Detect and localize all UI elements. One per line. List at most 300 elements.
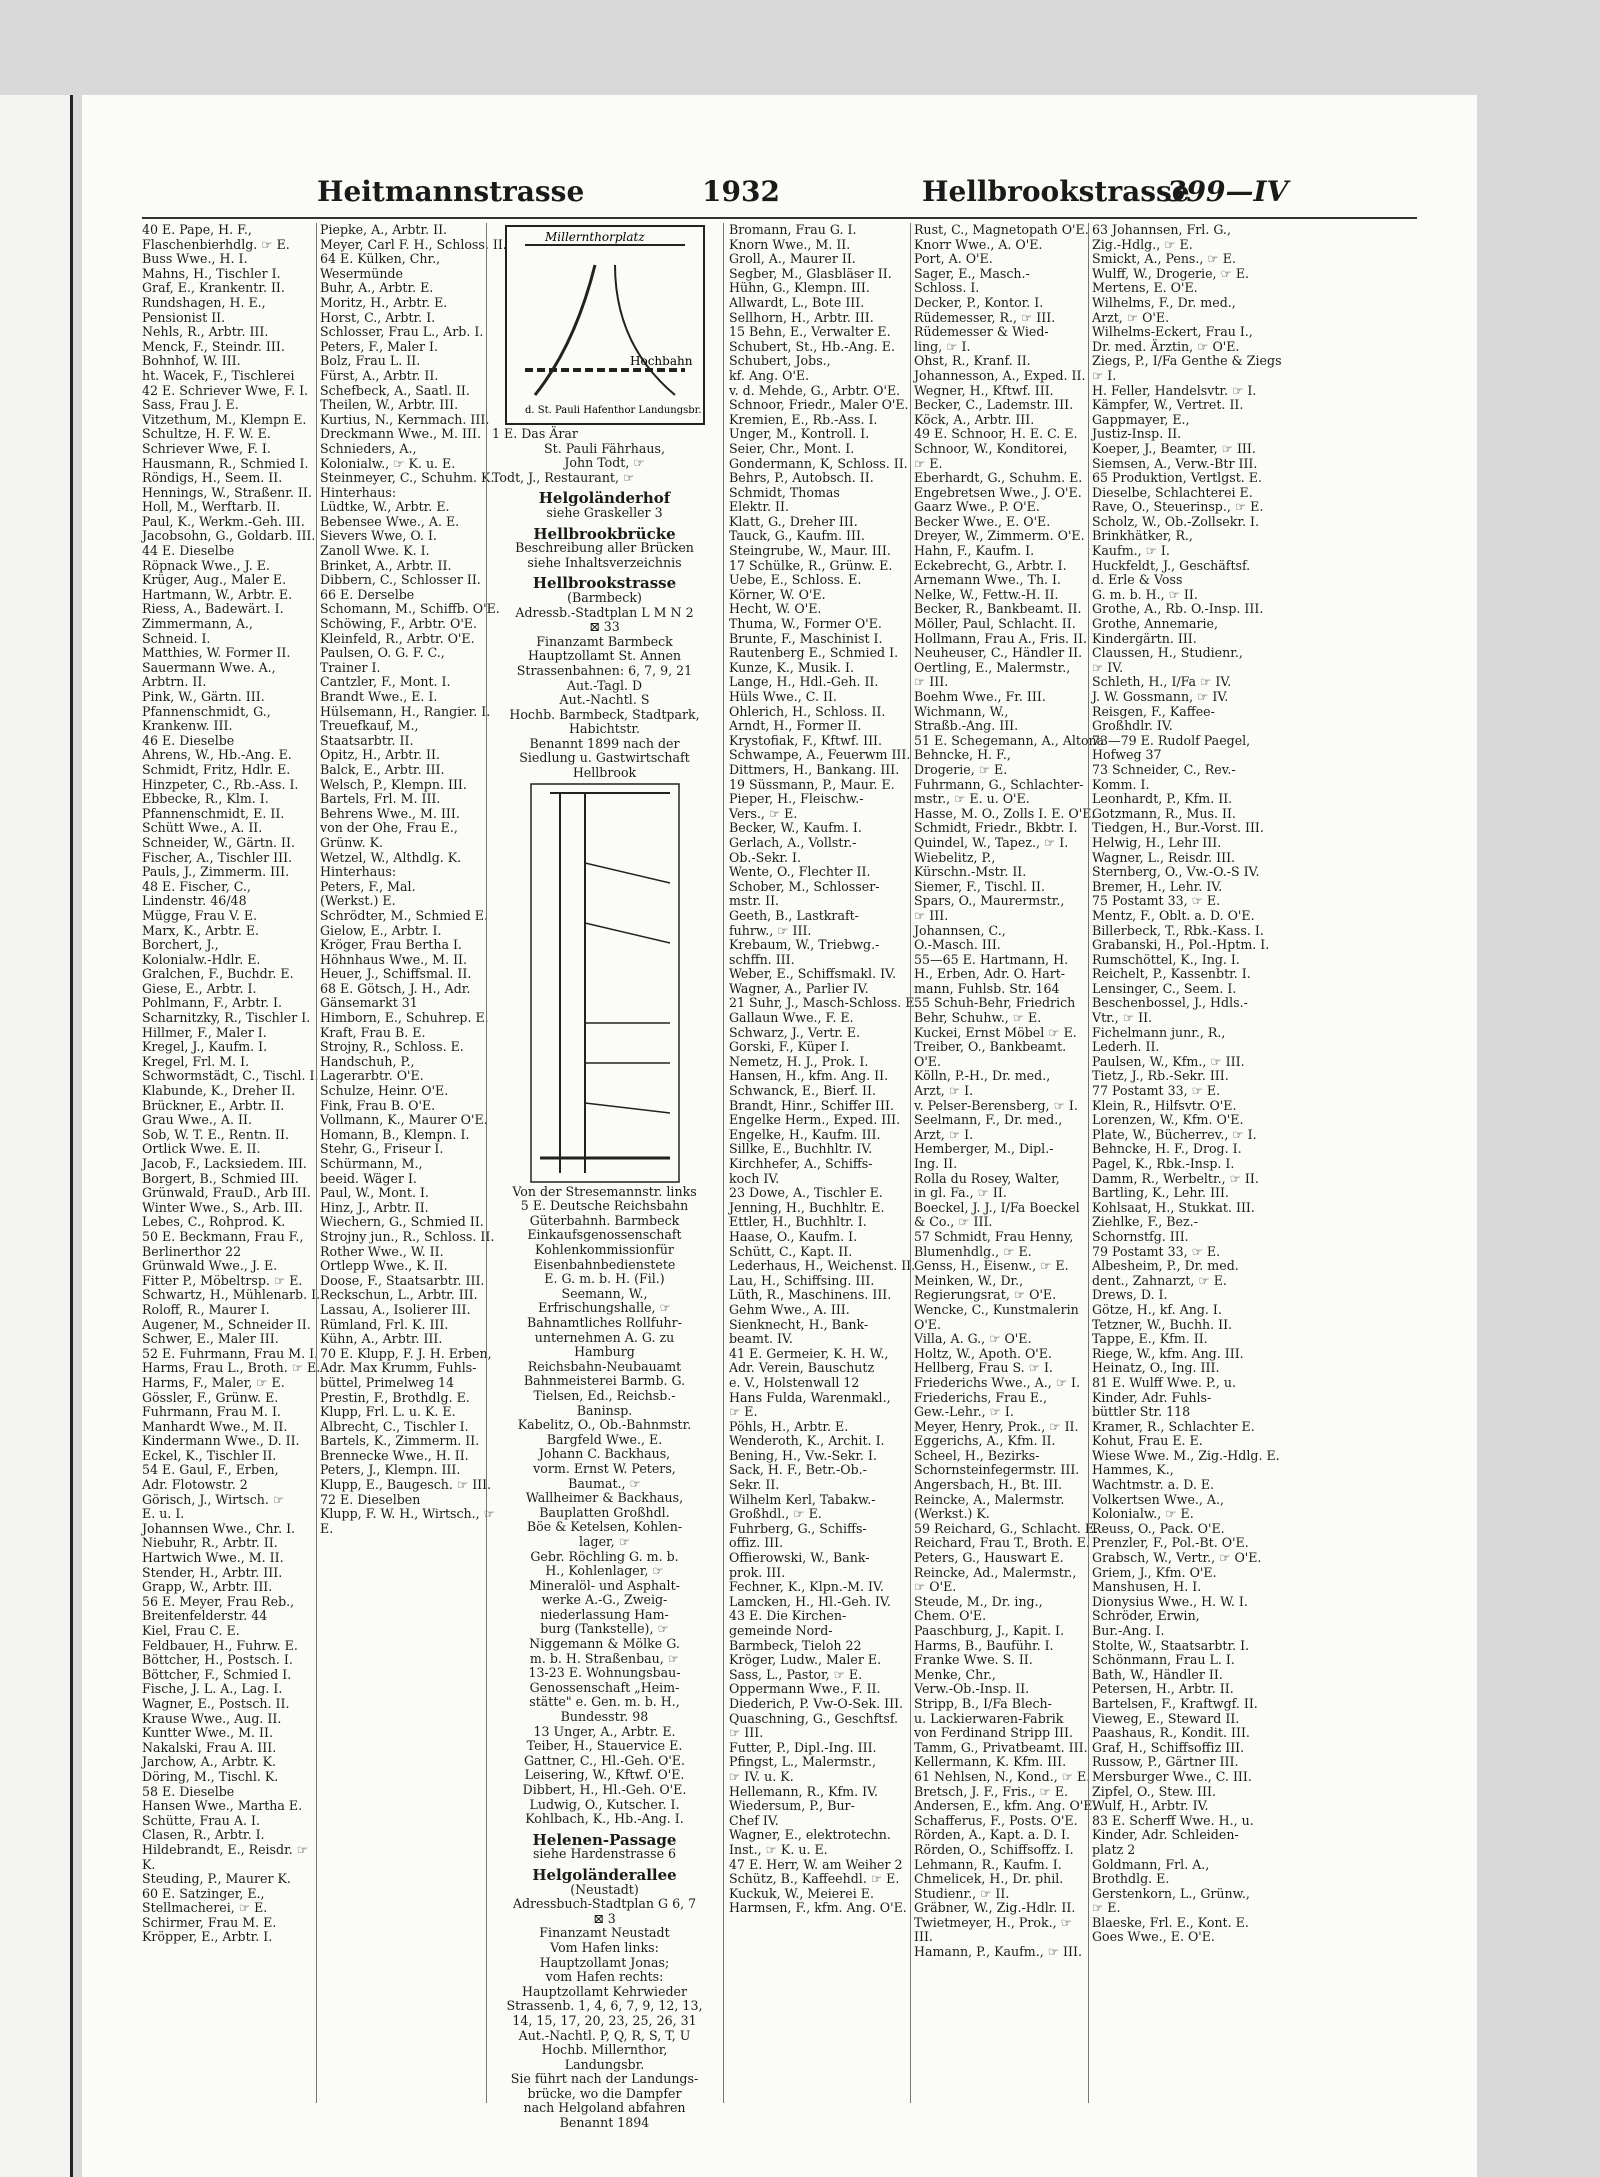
directory-entry: Kunze, K., Musik. I. [729, 659, 854, 675]
directory-entry: Sievers Wwe, O. I. [320, 528, 437, 544]
directory-entry: Breitenfelderstr. 44 [142, 1608, 268, 1624]
directory-entry: Pfannenschmidt, E. II. [142, 805, 285, 821]
directory-entry: 41 E. Germeier, K. H. W., [729, 1345, 889, 1361]
directory-entry: Damm, R., Werbeltr., ☞ II. [1092, 1170, 1259, 1186]
directory-entry: mstr. II. [729, 893, 780, 909]
entry: Niggemann & Mölke G. [529, 1636, 680, 1652]
directory-entry: Reichard, Frau T., Broth. E. [914, 1535, 1090, 1551]
directory-entry: Friederichs Wwe., A., ☞ I. [914, 1374, 1080, 1390]
directory-entry: Buhr, A., Arbtr. E. [320, 280, 434, 296]
directory-entry: Beschenbossel, J., Hdls.- [1092, 995, 1248, 1011]
directory-entry: Rolla du Rosey, Walter, [914, 1170, 1060, 1186]
directory-entry: Adr. Verein, Bauschutz [729, 1360, 875, 1376]
directory-entry: 47 E. Herr, W. am Weiher 2 [729, 1856, 903, 1872]
directory-entry: Bartelsen, F., Kraftwgf. II. [1092, 1695, 1258, 1711]
header-year: 1932 [702, 175, 780, 208]
directory-entry: Kolonialw., ☞ K. u. E. [320, 455, 456, 471]
directory-entry: Wente, O., Flechter II. [729, 864, 871, 880]
directory-entry: Leonhardt, P., Kfm. II. [1092, 791, 1233, 807]
directory-entry: Schrödter, M., Schmied E. [320, 907, 488, 923]
directory-entry: Rautenberg E., Schmied I. [729, 645, 899, 661]
directory-entry: ling, ☞ I. [914, 338, 971, 354]
directory-entry: Paul, K., Werkm.-Geh. III. [142, 513, 305, 529]
directory-entry: Rave, O., Steuerinsp., ☞ E. [1092, 499, 1264, 515]
directory-entry: Kröger, Frau Bertha I. [320, 937, 462, 953]
directory-entry: Pagel, K., Rbk.-Insp. I. [1092, 1156, 1235, 1171]
directory-entry: Menke, Chr., [914, 1666, 996, 1682]
directory-entry: Hennings, W., Straßenr. II. [142, 484, 312, 500]
directory-entry: Menck, F., Steindr. III. [142, 338, 285, 354]
directory-entry: Matthies, W. Former II. [142, 645, 291, 661]
directory-entry: Johannsen, C., [914, 922, 1006, 938]
directory-entry: von der Ohe, Frau E., [320, 820, 458, 836]
directory-entry: Winter Wwe., S., Arb. III. [142, 1199, 303, 1215]
directory-entry: Bremer, H., Lehr. IV. [1092, 878, 1223, 894]
directory-entry: Pieper, H., Fleischw.- [729, 791, 864, 807]
directory-entry: Vitzethum, M., Klempn E. [142, 411, 307, 427]
directory-entry: Mentz, F., Oblt. a. D. O'E. [1092, 907, 1255, 923]
directory-entry: Behrs, P., Autobsch. II. [729, 470, 874, 486]
directory-entry: Schöwing, F., Arbtr. O'E. [320, 616, 478, 632]
directory-entry: Kuckei, Ernst Möbel ☞ E. [914, 1024, 1077, 1040]
column-6 [1092, 222, 1282, 2103]
directory-entry: 55—65 E. Hartmann, H. [914, 951, 1069, 967]
directory-entry: Goldmann, Frl. A., [1092, 1856, 1210, 1872]
column-3-street-index [492, 223, 717, 2131]
directory-entry: Becker, W., Kaufm. I. [729, 820, 862, 836]
entry: 1 E. Das Ärar [492, 426, 578, 441]
directory-entry: Klein, R., Hilfsvtr. O'E. [1092, 1097, 1237, 1113]
directory-entry: Lehmann, R., Kaufm. I. [914, 1856, 1062, 1872]
directory-entry: Schefbeck, A., Saatl. II. [320, 382, 470, 398]
directory-entry: 21 Suhr, J., Masch-Schloss. E. [729, 995, 919, 1011]
entry: Ludwig, O., Kutscher. I. [529, 1796, 680, 1812]
directory-entry: Stripp, B., I/Fa Blech- [914, 1695, 1052, 1711]
directory-entry: Schmidt, Thomas [729, 484, 840, 500]
directory-entry: ☞ III. [729, 1725, 764, 1741]
directory-entry: Hüls Wwe., C. II. [729, 689, 837, 704]
directory-entry: Fitter P., Möbeltrsp. ☞ E. [142, 1272, 303, 1288]
directory-entry: Kohut, Frau E. E. [1092, 1433, 1203, 1449]
directory-entry: Clasen, R., Arbtr. I. [142, 1827, 265, 1843]
directory-entry: Doose, F., Staatsarbtr. III. [320, 1272, 485, 1288]
column-2 [320, 222, 507, 2103]
directory-entry: Bartling, K., Lehr. III. [1092, 1185, 1229, 1201]
directory-entry: Nehls, R., Arbtr. III. [142, 324, 269, 340]
directory-entry: Kiel, Frau C. E. [142, 1623, 240, 1638]
directory-entry: Wilhelm Kerl, Tabakw.- [729, 1491, 876, 1507]
directory-entry: Albesheim, P., Dr. med. [1092, 1258, 1239, 1274]
entry: Güterbahnh. Barmbeck [529, 1212, 680, 1228]
directory-entry: Schneid. I. [142, 630, 211, 646]
column-divider [316, 223, 317, 2103]
directory-entry: Sellhorn, H., Arbtr. III. [729, 309, 874, 325]
directory-entry: v. d. Mehde, G., Arbtr. O'E. [729, 382, 901, 398]
directory-entry: Paul, W., Mont. I. [320, 1185, 429, 1201]
directory-entry: 58 E. Dieselbe [142, 1783, 235, 1799]
directory-entry: Schirmer, Frau M. E. [142, 1914, 277, 1930]
directory-entry: Vers., ☞ E. [729, 805, 798, 821]
directory-entry: Krebaum, W., Triebwg.- [729, 937, 880, 953]
entry: E. G. m. b. H. (Fil.) [544, 1271, 665, 1287]
directory-entry: Eckel, K., Tischler II. [142, 1447, 277, 1463]
directory-entry: Steuding, P., Maurer K. [142, 1871, 291, 1887]
directory-entry: Lamcken, H., Hl.-Geh. IV. [729, 1593, 891, 1609]
directory-entry: Peters, J., Klempn. III. [320, 1462, 461, 1478]
directory-entry: Brunte, F., Maschinist I. [729, 630, 883, 646]
directory-entry: Graf, H., Schiffsoffiz III. [1092, 1739, 1245, 1755]
directory-entry: Eberhardt, G., Schuhm. E. [914, 470, 1083, 486]
directory-entry: Sass, L., Pastor, ☞ E. [729, 1666, 863, 1682]
map-label: Hochbahn [629, 354, 692, 368]
directory-entry: Diederich, P. Vw-O-Sek. III. [729, 1695, 904, 1711]
directory-entry: Ziehlke, F., Bez.- [1092, 1214, 1198, 1230]
directory-entry: Fuhrmann, Frau M. I. [142, 1404, 281, 1420]
directory-entry: Krause Wwe., Aug. II. [142, 1710, 282, 1726]
directory-entry: Hammes, K., [1092, 1462, 1174, 1478]
directory-page [82, 95, 1477, 2177]
directory-entry: ☞ III. [914, 907, 949, 923]
directory-entry: Steude, M., Dr. ing., [914, 1593, 1043, 1609]
directory-entry: Kramer, R., Schlachter E. [1092, 1418, 1255, 1434]
directory-entry: Graf, E., Krankentr. II. [142, 280, 285, 296]
directory-entry: 70 E. Klupp, F. J. H. Erben, [320, 1345, 492, 1361]
directory-entry: 59 Reichard, G., Schlacht. E. [914, 1520, 1099, 1536]
directory-entry: Boeckel, J. J., I/Fa Boeckel [914, 1199, 1080, 1215]
directory-entry: Seier, Chr., Mont. I. [729, 440, 855, 456]
directory-entry: Drogerie, ☞ E. [914, 761, 1008, 777]
directory-entry: Klabunde, K., Dreher II. [142, 1083, 296, 1099]
directory-entry: ☞ E. [1092, 1900, 1121, 1916]
directory-entry: Schnoor, W., Konditorei, [914, 440, 1068, 456]
directory-entry: Johannesson, A., Exped. II. [914, 367, 1086, 383]
directory-entry: Piepke, A., Arbtr. II. [320, 222, 448, 237]
entry: nach Helgoland abfahren [523, 2100, 686, 2116]
entry: werke A.-G., Zweig- [541, 1592, 668, 1608]
directory-entry: Decker, P., Kontor. I. [914, 294, 1044, 310]
directory-entry: 50 E. Beckmann, Frau F., [142, 1228, 304, 1244]
directory-entry: Schütt Wwe., A. II. [142, 820, 263, 836]
directory-entry: Goes Wwe., E. O'E. [1092, 1929, 1215, 1945]
directory-entry: Hollmann, Frau A., Fris. II. [914, 630, 1087, 646]
directory-entry: Treuefkauf, M., [320, 718, 419, 734]
directory-entry: Zimmermann, A., [142, 616, 253, 632]
directory-entry: ☞ IV. u. K. [729, 1768, 794, 1784]
entry: Bundesstr. 98 [560, 1709, 649, 1725]
directory-entry: Kühn, A., Arbtr. III. [320, 1331, 443, 1347]
directory-entry: Hahn, F., Kaufm. I. [914, 543, 1035, 559]
directory-entry: Dr. med. Ärztin, ☞ O'E. [1092, 338, 1240, 354]
directory-entry: Kindergärtn. III. [1092, 630, 1197, 646]
directory-entry: Gew.-Lehr., ☞ I. [914, 1404, 1014, 1420]
directory-entry: Schafferus, F., Posts. O'E. [914, 1812, 1078, 1828]
directory-entry: Schleth, H., I/Fa ☞ IV. [1092, 674, 1232, 690]
directory-entry: Sager, E., Masch.- [914, 265, 1030, 281]
directory-entry: Engelke Herm., Exped. III. [729, 1112, 901, 1128]
entry: Benannt 1894 [559, 2115, 650, 2131]
directory-entry: Adr. Flotowstr. 2 [142, 1477, 248, 1493]
directory-entry: Schomann, M., Schiffb. O'E. [320, 601, 500, 617]
directory-entry: Knorn Wwe., M. II. [729, 236, 851, 252]
directory-entry: G. m. b. H., ☞ II. [1092, 586, 1198, 602]
directory-entry: beamt. IV. [729, 1331, 793, 1347]
entry: H., Kohlenlager, ☞ [545, 1563, 664, 1579]
directory-entry: Kregel, J., Kaufm. I. [142, 1039, 268, 1055]
directory-entry: Schürmann, M., [320, 1156, 423, 1171]
directory-entry: Stolte, W., Staatsarbtr. I. [1092, 1637, 1250, 1653]
directory-entry: Kürschn.-Mstr. II. [914, 864, 1027, 880]
directory-entry: Steinmeyer, C., Schuhm. K. [320, 470, 495, 486]
directory-entry: Rundshagen, H. E., [142, 294, 266, 310]
directory-entry: u. Lackierwaren-Fabrik [914, 1710, 1064, 1726]
directory-entry: Kurtius, N., Kernmach. III. [320, 411, 490, 427]
directory-entry: Verw.-Ob.-Insp. II. [914, 1681, 1030, 1697]
directory-entry: Tamm, G., Privatbeamt. III. [914, 1739, 1088, 1755]
entry: ⊠ 33 [589, 619, 620, 635]
directory-entry: Himborn, E., Schuhrep. E. [320, 1010, 489, 1026]
directory-entry: Grapp, W., Arbtr. III. [142, 1579, 273, 1595]
directory-entry: Koeper, J., Beamter, ☞ III. [1092, 440, 1256, 456]
directory-entry: Pfingst, L., Malermstr., [729, 1754, 876, 1770]
directory-entry: Wilhelms, F., Dr. med., [1092, 294, 1236, 310]
directory-entry: Zipfel, O., Stew. III. [1092, 1783, 1216, 1799]
directory-entry: O.-Masch. III. [914, 937, 1001, 953]
directory-entry: Oppermann Wwe., F. II. [729, 1681, 881, 1697]
directory-entry: Schütt, C., Kapt. II. [729, 1243, 853, 1259]
directory-entry: 65 Produktion, Vertlgst. E. [1092, 470, 1262, 486]
directory-entry: ☞ E. [914, 455, 943, 471]
street-info [492, 591, 717, 781]
directory-entry: Schütz, B., Kaffeehdl. ☞ E. [729, 1871, 900, 1887]
directory-entry: Wetzel, W., Althdlg. K. [320, 849, 462, 865]
directory-entry: Gaarz Wwe., P. O'E. [914, 499, 1040, 515]
directory-entry: Hühn, G., Klempn. III. [729, 280, 870, 296]
directory-entry: 15 Behn, E., Verwalter E. [729, 324, 891, 340]
directory-entry: Meinken, W., Dr., [914, 1272, 1024, 1288]
entry: 14, 15, 17, 20, 23, 25, 26, 31 [512, 2012, 697, 2028]
directory-entry: Kröpper, E., Arbtr. I. [142, 1929, 273, 1945]
entry: Genossenschaft „Heim- [529, 1679, 680, 1695]
directory-entry: Wiebelitz, P., [914, 849, 996, 865]
directory-entry: Kirchhefer, A., Schiffs- [729, 1156, 873, 1171]
entry: Habichtstr. [569, 721, 640, 737]
directory-entry: Tiedgen, H., Bur.-Vorst. III. [1092, 820, 1264, 836]
directory-entry: Geeth, B., Lastkraft- [729, 907, 859, 923]
directory-entry: Lau, H., Schiffsing. III. [729, 1272, 875, 1288]
directory-entry: Jarchow, A., Arbtr. K. [142, 1754, 277, 1770]
directory-entry: Zig.-Hdlg., ☞ E. [1092, 236, 1193, 252]
directory-entry: Giese, E., Arbtr. I. [142, 980, 257, 996]
directory-entry: Röndigs, H., Seem. II. [142, 470, 283, 486]
column-1 [142, 222, 321, 2103]
directory-entry: v. Pelser-Berensberg, ☞ I. [914, 1097, 1078, 1113]
directory-entry: Marx, K., Arbtr. E. [142, 922, 260, 938]
directory-entry: Lassau, A., Isolierer III. [320, 1301, 471, 1317]
directory-entry: Behrens Wwe., M. III. [320, 805, 460, 821]
directory-entry: mann, Fuhlsb. Str. 164 [914, 980, 1060, 996]
section-title: Hellbrookbrücke [533, 524, 676, 543]
map-caption: Von der Stresemannstr. links [512, 1183, 697, 1199]
entry: Wallheimer & Backhaus, [525, 1490, 684, 1506]
directory-entry: dent., Zahnarzt, ☞ E. [1092, 1272, 1227, 1288]
directory-entry: Schnoor, Friedr., Maler O'E. [729, 397, 909, 413]
directory-entry: Wulff, W., Drogerie, ☞ E. [1092, 265, 1250, 281]
directory-entry: K. [142, 1856, 156, 1872]
directory-entry: Sekr. II. [729, 1477, 780, 1493]
directory-entry: Kämpfer, W., Vertret. II. [1092, 397, 1244, 413]
directory-entry: Grabsch, W., Vertr., ☞ O'E. [1092, 1550, 1262, 1566]
directory-entry: Lorenzen, W., Kfm. O'E. [1092, 1112, 1244, 1128]
directory-entry: Studienr., ☞ II. [914, 1885, 1010, 1901]
directory-entry: Zanoll Wwe. K. I. [320, 543, 430, 559]
entry: Aut.-Nachtl. S [559, 692, 650, 708]
directory-entry: Brandt Wwe., E. I. [320, 689, 438, 704]
directory-entry: Elektr. II. [729, 499, 789, 515]
directory-entry: Helwig, H., Lehr III. [1092, 834, 1222, 850]
directory-entry: J. W. Gossmann, ☞ IV. [1092, 689, 1229, 704]
entry: siehe Hardenstrasse 6 [532, 1846, 677, 1862]
directory-entry: Scholz, W., Ob.-Zollsekr. I. [1092, 513, 1259, 529]
directory-entry: Klupp, E., Baugesch. ☞ III. [320, 1477, 492, 1493]
directory-entry: Fechner, K., Klpn.-M. IV. [729, 1579, 884, 1595]
directory-entry: O'E. [914, 1316, 941, 1332]
directory-entry: Gänsemarkt 31 [320, 995, 418, 1011]
directory-entry: Röpnack Wwe., J. E. [142, 557, 270, 573]
directory-entry: prok. III. [729, 1564, 786, 1580]
directory-entry: 51 E. Schegemann, A., Altona [914, 732, 1105, 748]
header-rule [142, 217, 1417, 219]
directory-entry: 54 E. Gaul, F., Erben, [142, 1462, 279, 1478]
entry: Eisenbahnbedienstete [533, 1256, 676, 1272]
directory-entry: Wiedersum, P., Bur- [729, 1798, 855, 1814]
directory-entry: Großhdl., ☞ E. [729, 1506, 822, 1522]
entry: Leisering, W., Kftwf. O'E. [524, 1767, 685, 1783]
directory-entry: Sass, Frau J. E. [142, 397, 239, 413]
directory-entry: Strojny jun., R., Schloss. II. [320, 1228, 495, 1244]
directory-entry: Fuhrberg, G., Schiffs- [729, 1520, 867, 1536]
entry: Bahnmeisterei Barmb. G. [523, 1373, 686, 1389]
entry: Todt, J., Restaurant, ☞ [492, 469, 635, 485]
directory-entry: Arzt, ☞ O'E. [1092, 309, 1170, 325]
directory-entry: Buss Wwe., H. I. [142, 251, 248, 267]
directory-entry: Schmidt, Fritz, Hdlr. E. [142, 761, 291, 777]
directory-entry: Schornsteinfegermstr. III. [914, 1462, 1080, 1478]
directory-entry: Götze, H., kf. Ang. I. [1092, 1301, 1222, 1317]
directory-entry: Billerbeck, T., Rbk.-Kass. I. [1092, 922, 1264, 938]
directory-entry: 46 E. Dieselbe [142, 732, 235, 748]
directory-entry: Dreckmann Wwe., M. III. [320, 426, 481, 442]
directory-entry: Neuheuser, C., Händler II. [914, 645, 1083, 661]
directory-entry: Schwormstädt, C., Tischl. I. [142, 1068, 319, 1084]
entry: Seemann, W., [561, 1285, 648, 1301]
entry: Kohlbach, K., Hb.-Ang. I. [525, 1811, 684, 1827]
directory-entry: büttler Str. 118 [1092, 1404, 1191, 1420]
directory-entry: Sternberg, O., Vw.-O.-S IV. [1092, 864, 1260, 880]
directory-entry: Blumenhdlg., ☞ E. [914, 1243, 1032, 1259]
directory-entry: Russow, P., Gärtner III. [1092, 1754, 1239, 1770]
directory-entry: Reincke, A., Malermstr. [914, 1491, 1065, 1507]
directory-entry: Wegner, H., Kftwf. III. [914, 382, 1054, 398]
directory-entry: Grabanski, H., Pol.-Hptm. I. [1092, 937, 1270, 953]
directory-entry: Becker, C., Lademstr. III. [914, 397, 1074, 413]
directory-entry: Brothdlg. E. [1092, 1871, 1170, 1887]
directory-entry: Lange, H., Hdl.-Geh. II. [729, 674, 879, 690]
directory-entry: Manhardt Wwe., M. II. [142, 1418, 288, 1434]
directory-entry: Lindenstr. 46/48 [142, 893, 247, 909]
directory-entry: Gallaun Wwe., F. E. [729, 1010, 854, 1026]
directory-entry: 40 E. Pape, H. F., [142, 222, 252, 237]
directory-entry: Fuhrmann, G., Schlachter- [914, 776, 1084, 792]
directory-entry: Schubert, St., Hb.-Ang. E. [729, 338, 895, 354]
directory-entry: Görisch, J., Wirtsch. ☞ [142, 1491, 285, 1507]
directory-entry: 64 E. Külken, Chr., [320, 251, 441, 267]
directory-entry: Wiese Wwe. M., Zig.-Hdlg. E. [1092, 1447, 1280, 1463]
entry: Tielsen, Ed., Reichsb.- [533, 1387, 676, 1403]
directory-entry: 23 Dowe, A., Tischler E. [729, 1185, 883, 1201]
directory-entry: Siemer, F., Tischl. II. [914, 878, 1045, 894]
directory-entry: Quaschning, G., Geschftsf. [729, 1710, 899, 1726]
directory-entry: 19 Süssmann, P., Maur. E. [729, 776, 895, 792]
directory-entry: koch IV. [729, 1170, 780, 1186]
entry: lager, ☞ [579, 1533, 630, 1549]
directory-entry: Bretsch, J. F., Fris., ☞ E. [914, 1783, 1069, 1799]
directory-entry: Ohlerich, H., Schloss. II. [729, 703, 886, 719]
directory-entry: Wiechern, G., Schmied II. [320, 1214, 484, 1230]
directory-entry: Pauls, J., Zimmerm. III. [142, 864, 290, 880]
directory-entry: 73 Schneider, C., Rev.- [1092, 761, 1236, 777]
directory-entry: Grünwald, FrauD., Arb III. [142, 1185, 311, 1201]
directory-entry: Johannsen Wwe., Chr. I. [142, 1520, 296, 1536]
column-4 [729, 222, 919, 2103]
directory-entry: Villa, A. G., ☞ O'E. [914, 1331, 1032, 1347]
directory-entry: Komm. I. [1092, 776, 1150, 792]
directory-entry: O'E. [914, 1053, 941, 1069]
directory-entry: Kleinfeld, R., Arbtr. O'E. [320, 630, 475, 646]
header-left-street: Heitmannstrasse [317, 175, 585, 208]
entry: Adressbuch-Stadtplan G 6, 7 [512, 1896, 697, 1912]
directory-entry: Dieselbe, Schlachterei E. [1092, 484, 1253, 500]
directory-entry: Straßb.-Ang. III. [914, 718, 1019, 734]
header-right-street: Hellbrookstrasse [922, 175, 1190, 208]
directory-entry: Brandt, Hinr., Schiffer III. [729, 1097, 894, 1113]
entry: Reichsbahn-Neubauamt [527, 1358, 682, 1374]
directory-entry: Bartels, Frl. M. III. [320, 791, 441, 807]
directory-entry: Feldbauer, H., Fuhrw. E. [142, 1637, 298, 1653]
directory-entry: Lagerarbtr. O'E. [320, 1068, 424, 1084]
directory-entry: Barmbeck, Tieloh 22 [729, 1637, 862, 1653]
entry: Bahnamtliches Rollfuhr- [527, 1315, 682, 1330]
directory-entry: Ettler, H., Buchhltr. I. [729, 1214, 867, 1230]
directory-entry: Unger, M., Kontroll. I. [729, 426, 870, 442]
entry: Baumat., ☞ [568, 1475, 641, 1491]
directory-entry: Hansen, H., kfm. Ang. II. [729, 1068, 889, 1084]
directory-entry: Ortlick Wwe. E. II. [142, 1141, 261, 1157]
directory-entry: Rumschöttel, K., Ing. I. [1092, 951, 1240, 967]
directory-entry: Hans Fulda, Warenmakl., [729, 1389, 891, 1405]
directory-entry: 61 Nehlsen, N., Kond., ☞ E. [914, 1768, 1091, 1784]
directory-entry: Steingrube, W., Maur. III. [729, 543, 891, 559]
directory-entry: Gössler, F., Grünw. E. [142, 1389, 279, 1405]
directory-entry: Seelmann, F., Dr. med., [914, 1112, 1063, 1128]
directory-entry: Schneider, W., Gärtn. II. [142, 834, 296, 850]
directory-entry: Ziegs, P., I/Fa Genthe & Ziegs [1092, 353, 1282, 369]
directory-entry: Harms, F., Maler, ☞ E. [142, 1374, 285, 1390]
directory-entry: Chef IV. [729, 1812, 779, 1828]
directory-entry: Rust, C., Magnetopath O'E. [914, 222, 1089, 237]
directory-entry: Nelke, W., Fettw.-H. II. [914, 586, 1059, 602]
street-entries [492, 1199, 717, 1827]
entry: Beschreibung aller Brücken [515, 540, 694, 556]
